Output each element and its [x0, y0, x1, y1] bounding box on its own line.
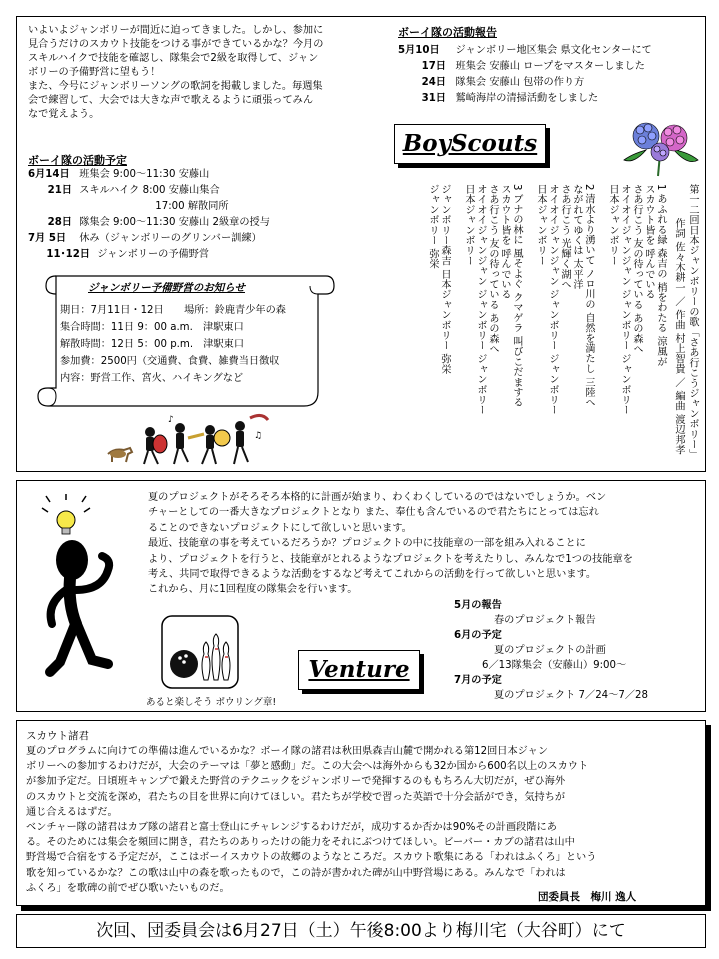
- plan-heading: ボーイ隊の活動予定: [28, 154, 127, 167]
- song-title: 第一二回日本ジャンボリーの歌「さあ行こうジャンボリー」: [687, 184, 698, 460]
- intro-text: [28, 24, 388, 122]
- report-date: 17日: [421, 61, 446, 72]
- plan-row: [28, 232, 262, 246]
- song-credits: 作詞 佐々木耕一 ／ 作曲 村上智貴 ／ 編曲 渡辺邦孝: [673, 218, 684, 455]
- plan-text: 班集会 9:00〜11:30 安藤山: [79, 169, 210, 180]
- venture-line: 夏のプロジェクトがそろそろ本格的に計画が始まり、わくわくしているのではないでしょうか。ベン: [148, 492, 607, 503]
- plan-date: 11･12日: [46, 249, 90, 260]
- leaders-line: る。そのためには集会を頻回に開き，君たちのありったけの能力をそれにぶつけてほしい。ビーバー・カブの諸君は山中: [26, 837, 575, 849]
- intro-line: スキルハイクで技能を確認し、隊集会で2級を取得して、ジャン: [28, 53, 319, 64]
- song-line: スカウト皆を 呼んでいる: [643, 184, 654, 300]
- song-line: 2 清水より湧いて ノロ川の 自然を満たし 三陸へ: [583, 184, 594, 408]
- leaders-line: ベンチャー隊の諸君はカブ隊の諸君と富士登山にチャレンジするわけだが，成功するか否かは90%その計画段階にあ: [26, 822, 557, 834]
- report-date: 24日: [421, 77, 446, 88]
- venture-line: 最近、技能章の事を考えているだろうか？プロジェクトの中に技能章の一部を組み入れることに: [148, 538, 586, 550]
- leaders-signature: 団委員長 梅川 逸人: [538, 891, 637, 903]
- leaders-line: 野営場で合宿をする予定だが，ここはボーイスカウトの故郷のようなところだ。スカウト歌集にある「われはふくろ」という: [26, 852, 597, 864]
- song-line: オイオイジャンジャン ジャンボリー ジャンボリー: [475, 184, 486, 415]
- venture-schedule-head: 5月の報告: [454, 600, 502, 611]
- notice-line: 期日：7月11日・12日 場所：鈴鹿青少年の森: [60, 305, 286, 316]
- report-text: 隊集会 安藤山 包帯の作り方: [455, 77, 585, 88]
- svg-text:♪: ♪: [168, 415, 174, 425]
- venture-line: より、プロジェクトを行うと、技能章がとれるようなプロジェクトを考えたりし、みんなで1つの技能章を: [148, 553, 633, 565]
- song-line: さあ行こう 友の待っている あの森へ: [631, 184, 642, 354]
- plan-row: [28, 168, 209, 182]
- venture-line: チャーとしての一番大きなプロジェクトとなり また、奉仕も含んでいるので君たちにとっては忘れ: [148, 507, 599, 519]
- leaders-line: のスカウトと交流を深め，君たちの目を世界に向けてほしい。君たちが学校で習った英語で十分会話ができ，気持ちが: [26, 791, 566, 803]
- venture-schedule: [454, 598, 648, 703]
- notice-line: 解散時間：12日 5：00 p.m. 津駅東口: [60, 339, 245, 350]
- venture-schedule-item: 夏のプロジェクト 7／24〜7／28: [494, 690, 648, 701]
- song-line: さあ行こう 友の待っている あの森へ: [487, 184, 498, 354]
- plan-date: 7月 5日: [28, 233, 67, 244]
- plan-text: 17:00 解散同所: [155, 201, 229, 212]
- leaders-line: が参加予定だ。日頃班キャンプで鍛えた野営のテクニックをジャンボリーで発揮するのももちろん大切だが，ぜひ海外: [26, 776, 566, 788]
- report-heading: ボーイ隊の活動報告: [398, 26, 497, 39]
- song-line: ジャンボリー 弥栄: [427, 184, 438, 269]
- leaders-line: ふくろ」を歌碑の前でぜひ歌いたいものだ。: [26, 882, 230, 894]
- venture-schedule-head: 6月の予定: [454, 630, 502, 641]
- venture-line: これから、月に1回程度の隊集会を行います。: [148, 584, 358, 596]
- report-text: 班集会 安藤山 ロープをマスターしました: [455, 61, 645, 72]
- leaders-text: [26, 744, 596, 896]
- intro-line: いよいよジャンボリーが間近に迫ってきました。しかし、参加に: [28, 25, 324, 36]
- plan-date: 28日: [47, 217, 72, 228]
- leaders-line: 通じ合えるはずだ。: [26, 806, 118, 818]
- notice-title: ジャンボリー予備野営のお知らせ: [88, 282, 245, 294]
- venture-line: 考え、共同で取得できるような活動をするなど考えてこれからの活動を行って欲しいと思います。: [148, 569, 597, 581]
- venture-line: ることのできないプロジェクトにして欲しいと思います。: [148, 522, 412, 534]
- report-row: [398, 44, 652, 58]
- report-row: [398, 76, 584, 90]
- song-line: 3 ブナの林に 風そよぐ クマゲラ 叫びこだまする: [511, 184, 522, 408]
- leaders-title: スカウト諸君: [26, 730, 89, 742]
- plan-text: 隊集会 9:00〜11:30 安藤山 2級章の授与: [79, 217, 270, 228]
- song-line: 日本ジャンボリー: [607, 184, 618, 266]
- notice-body: [60, 302, 286, 387]
- footer-announcement: 次回、団委員会は6月27日（土）午後8:00より梅川宅（大谷町）にて: [96, 921, 626, 941]
- plan-row: [28, 184, 220, 198]
- report-text: 鷲崎海岸の清掃活動をしました: [455, 93, 599, 104]
- intro-line: 会で練習して、大会では大きな声で歌えるように頑張ってみん: [28, 95, 314, 106]
- plan-row: [28, 216, 270, 230]
- report-text: ジャンボリー地区集会 県文化センターにて: [455, 45, 652, 56]
- intro-line: また、今号にジャンボリーソングの歌詞を掲載しました。毎週集: [28, 81, 323, 92]
- venture-schedule-item: 6／13隊集会（安藤山）9:00〜: [482, 660, 627, 671]
- song-line: オイオイジャンジャン ジャンボリー ジャンボリー: [547, 184, 558, 415]
- notice-line: 参加費：2500円（交通費、食費、雑費当日徴収: [60, 356, 280, 367]
- song-line: 1 あふれる緑 森吉の 梢をわたる 涼風が: [655, 184, 666, 367]
- song-line: さあ行こう 光輝く湖へ: [559, 184, 570, 290]
- plan-text: 休み（ジャンボリーのグリンバー訓練）: [79, 233, 262, 244]
- boyscouts-banner: BoyScouts: [394, 124, 546, 164]
- intro-line: ボリーの予備野営に望もう！: [28, 67, 161, 78]
- notice-line: 集合時間：11日 9：00 a.m. 津駅東口: [60, 322, 244, 333]
- report-date: 5月10日: [398, 45, 440, 56]
- venture-text: [148, 490, 704, 598]
- intro-line: 見合うだけのスカウト技能をつける事ができているかな？今月の: [28, 39, 324, 50]
- venture-schedule-item: 夏のプロジェクトの計画: [494, 645, 606, 656]
- plan-text: スキルハイク 8:00 安藤山集合: [79, 185, 220, 196]
- leaders-line: ボリーへの参加するわけだが，大会のテーマは「夢と感動」だ。この大会へは海外からも32か国から600名以上のスカウト: [26, 761, 589, 773]
- jamboree-song: [390, 180, 698, 460]
- svg-text:♫: ♫: [254, 431, 263, 441]
- song-line: 日本ジャンボリー: [535, 184, 546, 266]
- song-line: ジャンボリー森吉 日本ジャンボリー 弥栄: [439, 184, 450, 375]
- hydrangea-illustration: [616, 114, 704, 178]
- intro-line: なで覚えよう。: [28, 109, 100, 120]
- report-row: [398, 92, 598, 106]
- plan-row: [28, 248, 209, 262]
- bowling-badge-icon: [160, 614, 240, 690]
- notice-line: 内容：野営工作、宮火、ハイキングなど: [60, 373, 244, 384]
- song-line: 日本ジャンボリー: [463, 184, 474, 266]
- plan-date: 21日: [47, 185, 72, 196]
- venture-banner: Venture: [298, 650, 420, 690]
- venture-schedule-head: 7月の予定: [454, 675, 502, 686]
- song-line: オイオイジャンジャン ジャンボリー ジャンボリー: [619, 184, 630, 415]
- marching-band-illustration: [104, 408, 274, 468]
- report-row: [398, 60, 645, 74]
- plan-text: ジャンボリーの予備野営: [97, 249, 210, 260]
- song-line: ながれてゆくは 太平洋: [571, 184, 582, 290]
- venture-schedule-item: 春のプロジェクト報告: [494, 615, 596, 626]
- report-date: 31日: [421, 93, 446, 104]
- plan-row: [28, 200, 229, 214]
- bowling-caption: あると楽しそう ボウリング章!: [146, 697, 277, 708]
- song-line: スカウト皆を 呼んでいる: [499, 184, 510, 300]
- leaders-line: 夏のプログラムに向けての準備は進んでいるかな？ボーイ隊の諸君は秋田県森吉山麓で開かれる第12回日本ジャン: [26, 746, 549, 757]
- thinking-figure-illustration: [26, 494, 136, 694]
- plan-date: 6月14日: [28, 169, 70, 180]
- leaders-line: 歌を知っているかな？この歌は山中の森を歌ったもので，この詩が書かれた碑が山中野営場にある。みんなで「われは: [26, 867, 566, 879]
